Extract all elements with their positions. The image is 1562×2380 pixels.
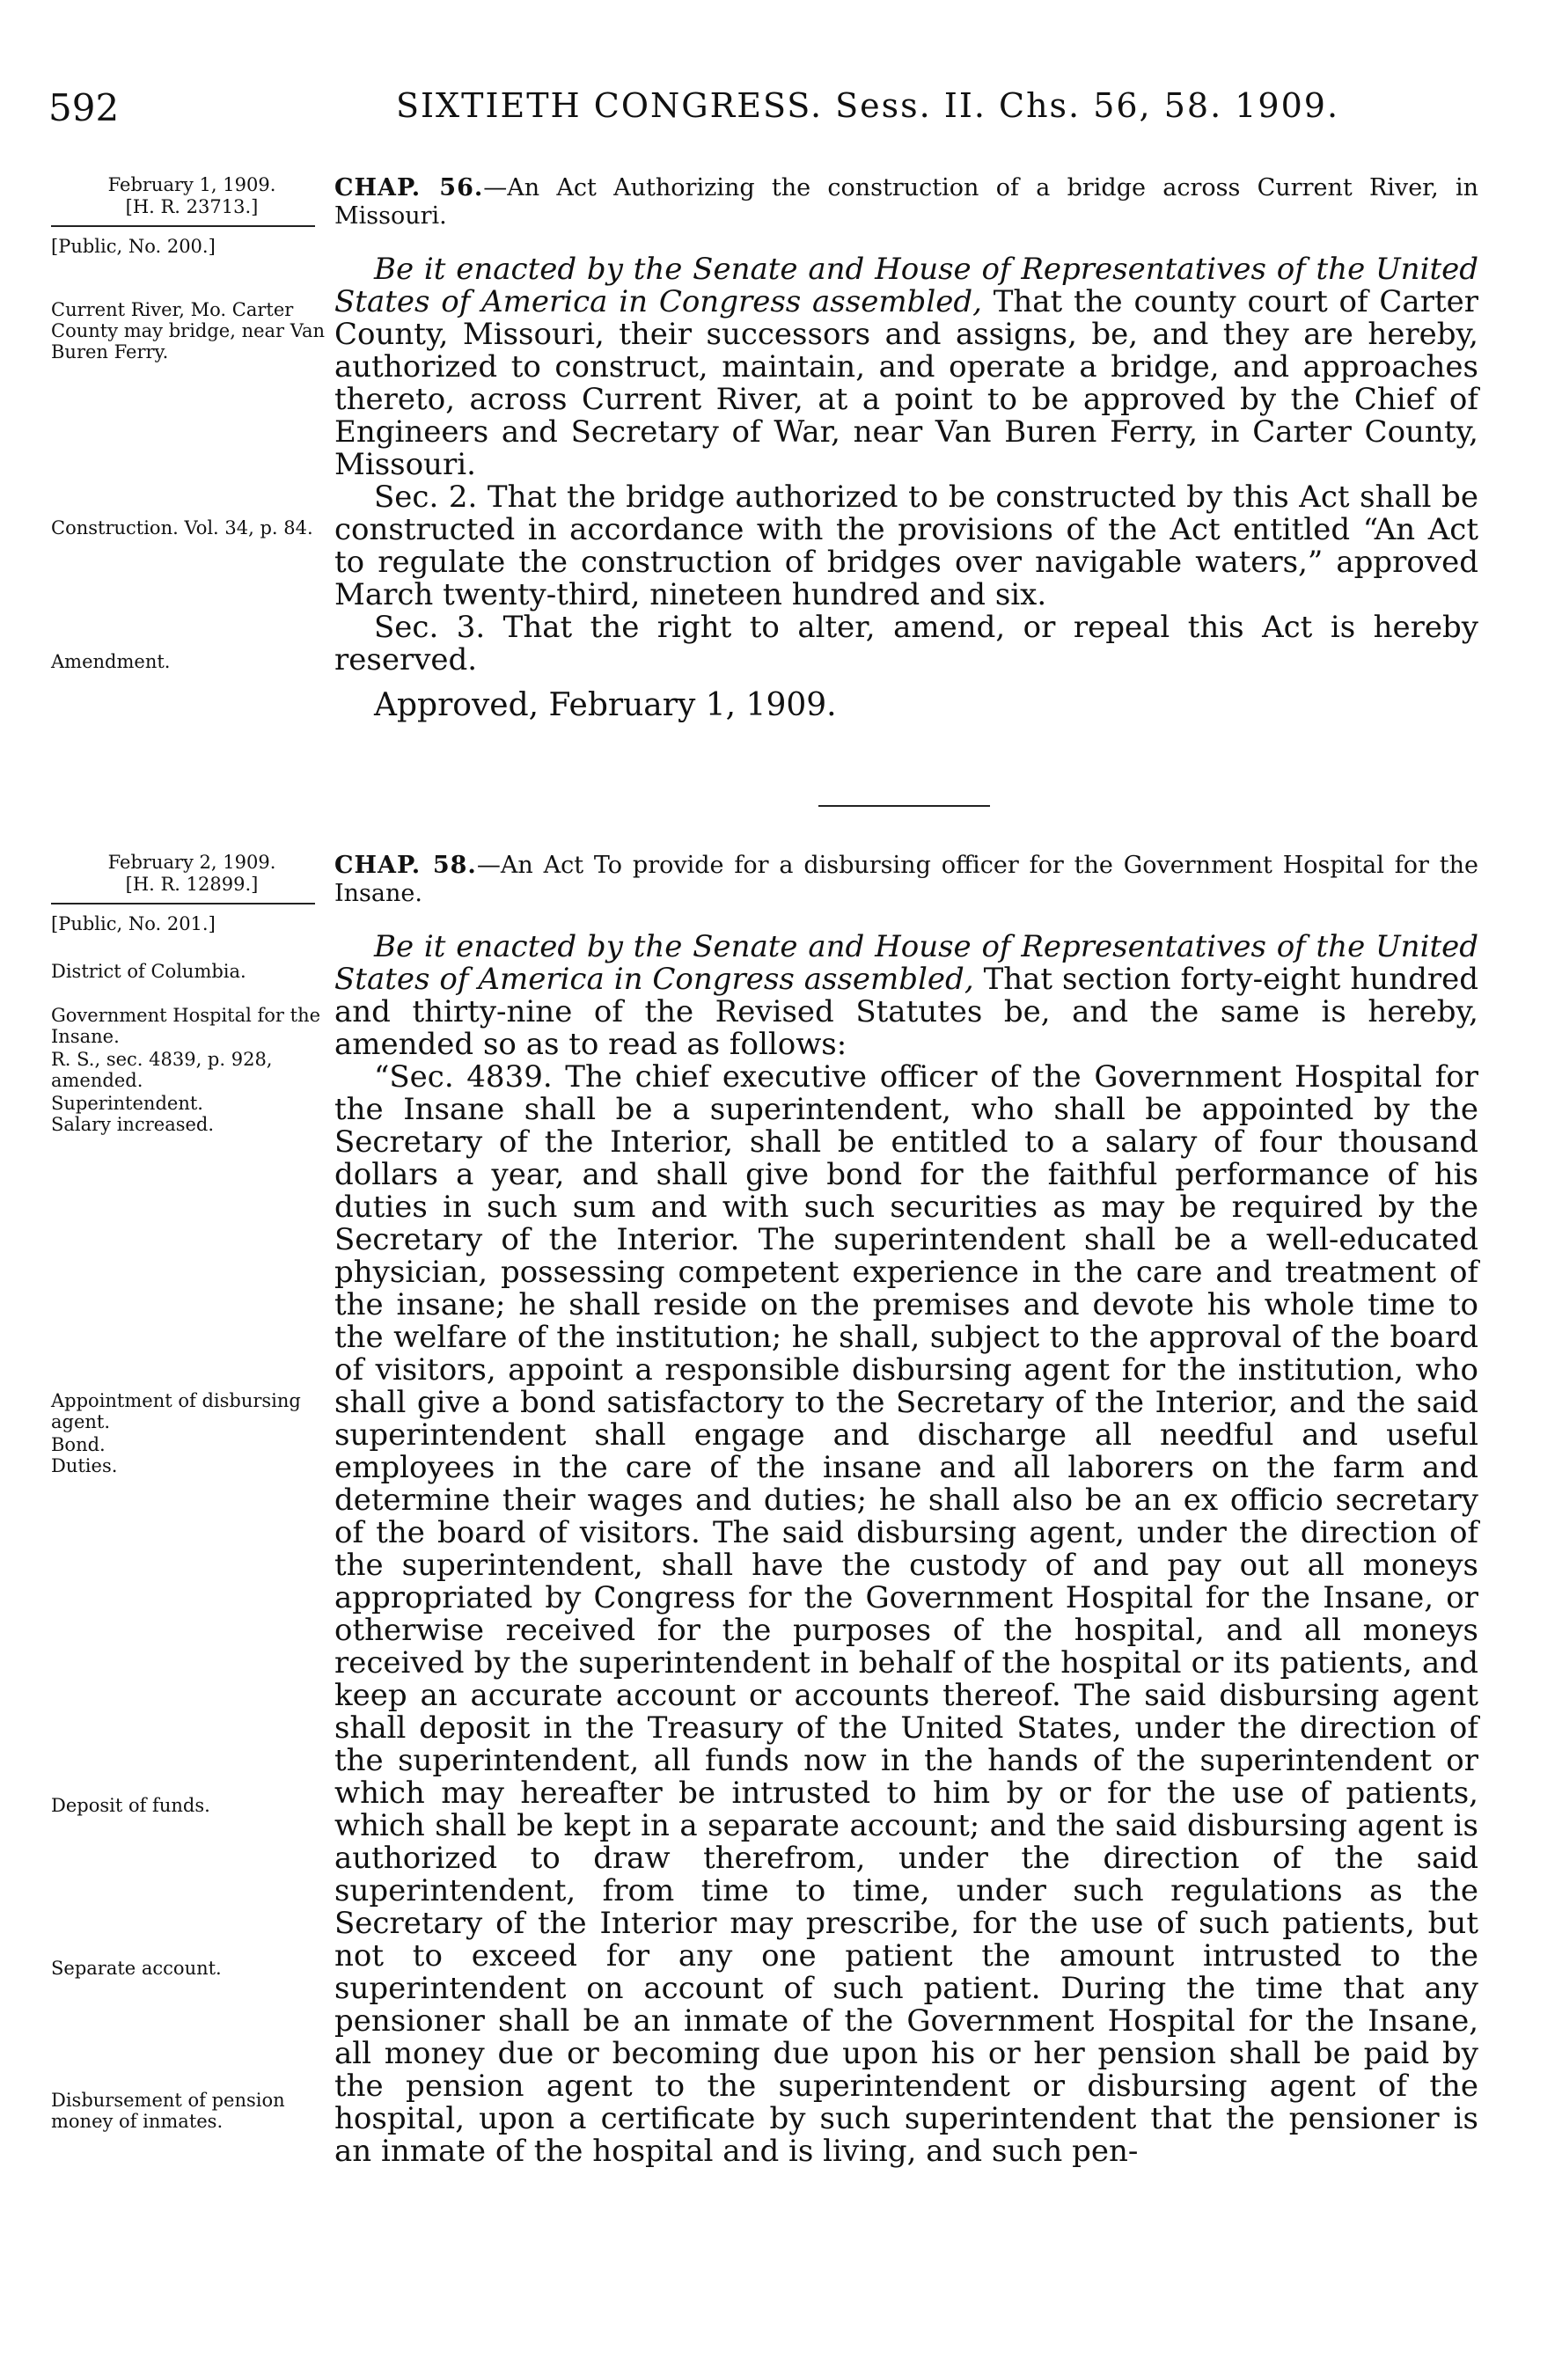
- chap58-date: February 2, 1909.: [107, 852, 276, 873]
- chap58-intro: [334, 931, 1478, 1061]
- margin-note-separate-account: Separate account.: [51, 1958, 222, 1979]
- margin-note-hospital: Government Hospital for the Insane.: [51, 1005, 321, 1047]
- chap56-approved: Approved, February 1, 1909.: [374, 687, 837, 723]
- running-title: SIXTIETH CONGRESS. Sess. II. Chs. 56, 58. 1909.: [396, 86, 1340, 125]
- chap56-section-3: Sec. 3. That the right to alter, amend, or repeal this Act is hereby reserved.: [334, 610, 1478, 677]
- margin-note-construction: Construction. Vol. 34, p. 84.: [51, 517, 313, 538]
- margin-note-disbursement: Disbursement of pension money of inmates.: [51, 2090, 285, 2132]
- running-head: [48, 86, 1474, 139]
- margin-note-district: District of Columbia.: [51, 961, 246, 982]
- margin-note-duties: Duties.: [51, 1455, 118, 1476]
- chap56-section-1: [334, 253, 1478, 481]
- margin-rule: [51, 903, 315, 904]
- chap56-body: [334, 174, 1478, 721]
- margin-note-deposit: Deposit of funds.: [51, 1795, 210, 1816]
- chap58-section-4839: “Sec. 4839. The chief executive officer of the Government Hospital for the Insane shall be a superintendent, who shall be appointed by the Secretary of the Interior, shall be entitled to a salary of four thousand dollars a year, and shall give bond for the faithful performance of his duties in such sum and with such securities as may be required by the Secretary of the Interior. The superintendent shall be a well-educated physician, possessing competent experience in the care and treatment of the insane; he shall reside on the premises and devote his whole time to the welfare of the institution; he shall, subject to the approval of the board of visitors, appoint a responsible disbursing agent for the institution, who shall give a bond satisfactory to the Secretary of the Interior, and the said superintendent shall engage and discharge all needful and useful employees in the care of the insane and all laborers on the farm and determine their wages and duties; he shall also be an ex officio secretary of the board of visitors. The said disbursing agent, under the direction of the superintendent, shall have the custody of and pay out all moneys appropriated by Congress for the Government Hospital for the Insane, or otherwise received for the purposes of the hospital, and all moneys received by the superintendent in behalf of the hospital or its patients, and keep an accurate account or accounts thereof. The said disbursing agent shall deposit in the Treasury of the United States, under the direction of the superintendent, all funds now in the hands of the superintendent or which may hereafter be intrusted to him by or for the use of patients, which shall be kept in a separate account; and the said disbursing agent is authorized to draw therefrom, under the direction of the said superintendent, from time to time, under such regulations as the Secretary of the Interior may prescribe, for the use of such patients, but not to exceed for any one patient the amount intrusted to the superintendent on account of such patient. During the time that any pensioner shall be an inmate of the Government Hospital for the Insane, all money due or becoming due upon his or her pension shall be paid by the pension agent to the superintendent or disbursing agent of the hospital, upon a certificate by such superintendent that the pensioner is an inmate of the hospital and is living, and such pen-: [334, 1059, 1478, 2169]
- chap58-body: [334, 852, 1478, 2168]
- margin-note-appointment: Appointment of disbursing agent.: [51, 1390, 301, 1432]
- margin-note-bridge: Current River, Mo. Carter County may bridge, near Van Buren Ferry.: [51, 299, 326, 362]
- chap58-intro-text: That section forty-eight hundred and thirty-nine of the Revised Statutes be, and the same is hereby, amended so as to read as follows:: [334, 962, 1479, 1062]
- chap56-enacting-clause: Be it enacted by the Senate and House of Representatives of the United States of America in Congress assembled,: [334, 252, 1478, 319]
- chap56-heading: [334, 174, 1478, 231]
- chapter-divider: [818, 805, 990, 807]
- chap58-public-law: [Public, No. 201.]: [51, 913, 216, 934]
- chap56-margin-header: [51, 174, 333, 258]
- chap58-title: —An Act To provide for a disbursing officer for the Government Hospital for the Insane.: [334, 852, 1478, 907]
- chap56-label: CHAP. 56.: [334, 174, 484, 201]
- chap58-heading: [334, 852, 1478, 908]
- margin-note-revised-statutes: R. S., sec. 4839, p. 928, amended.: [51, 1049, 273, 1091]
- chap56-sec1-text: That the county court of Carter County, Missouri, their successors and assigns, be, and they are hereby, authorized to construct, maintain, and operate a bridge, and approaches thereto, across Current River, at a point to be approved by the Chief of Engineers and Secretary of War, near Van Buren Ferry, in Carter County, Missouri.: [334, 284, 1478, 482]
- chap56-bill-number: [H. R. 23713.]: [125, 196, 259, 217]
- margin-note-salary: Salary increased.: [51, 1114, 215, 1135]
- margin-rule: [51, 225, 315, 227]
- chap58-enacting-clause: Be it enacted by the Senate and House of Representatives of the United States of America in Congress assembled,: [334, 929, 1478, 997]
- chap58-bill-number: [H. R. 12899.]: [125, 874, 259, 895]
- chap56-public-law: [Public, No. 200.]: [51, 236, 216, 257]
- page-number: 592: [48, 86, 120, 129]
- chap56-section-2: Sec. 2. That the bridge authorized to be constructed by this Act shall be constructed in accordance with the provisions of the Act entitled “An Act to regulate the construction of bridges over navigable waters,” approved March twenty-third, nineteen hundred and six.: [334, 480, 1478, 612]
- chap56-date: February 1, 1909.: [107, 174, 276, 195]
- chap58-margin-header: [51, 852, 333, 935]
- chap58-label: CHAP. 58.: [334, 852, 477, 879]
- chap56-title: —An Act Authorizing the construction of a bridge across Current River, in Missouri.: [334, 174, 1478, 230]
- margin-note-amendment: Amendment.: [51, 651, 171, 672]
- margin-note-bond: Bond.: [51, 1434, 106, 1455]
- margin-note-superintendent: Superintendent.: [51, 1093, 203, 1114]
